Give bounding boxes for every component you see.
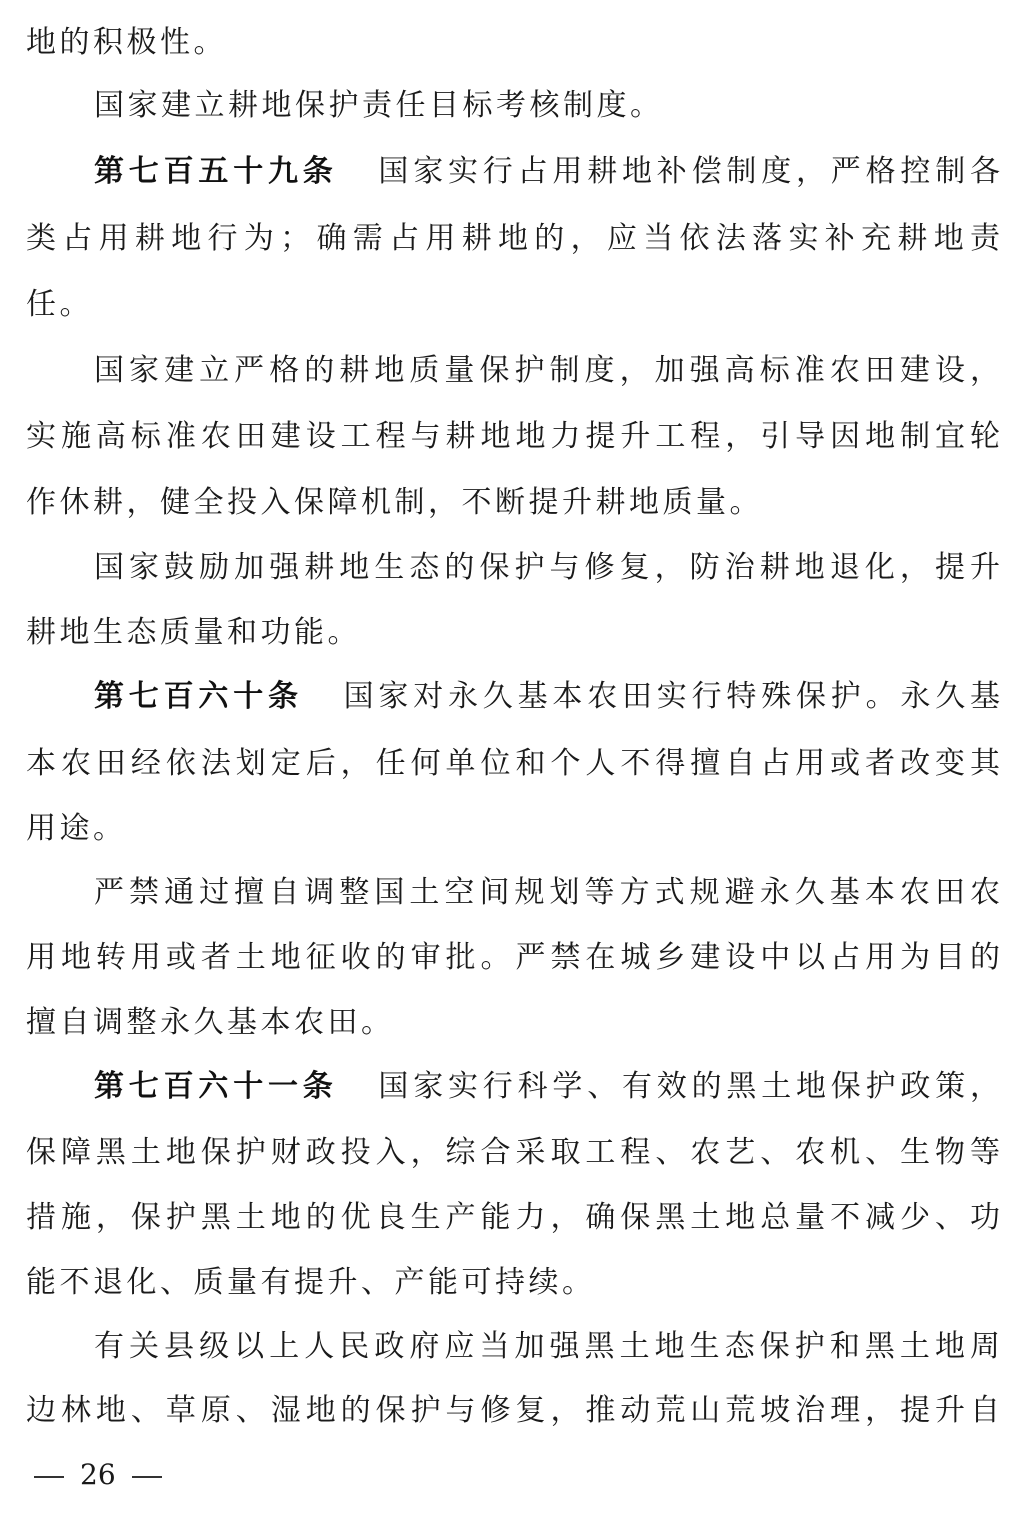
page-number: 26: [80, 1458, 116, 1491]
line-text: 耕地生态质量和功能。: [26, 615, 361, 650]
line-text: 措施，保护黑土地的优良生产能力，确保黑土地总量不减少、功: [26, 1200, 1000, 1235]
paragraph-line: [26, 860, 1000, 926]
line-text: 国家建立耕地保护责任目标考核制度。: [94, 88, 664, 123]
line-text: 地的积极性。: [26, 25, 227, 60]
line-text: 用途。: [26, 811, 127, 846]
article-759-first-line: [26, 139, 1000, 205]
article-heading-759: 第七百五十九条: [94, 154, 338, 189]
text-line: [26, 404, 1000, 470]
line-text: 边林地、草原、湿地的保护与修复，推动荒山荒坡治理，提升自: [26, 1393, 1000, 1428]
text-line: [26, 731, 1000, 797]
line-text: 国家建立严格的耕地质量保护制度，加强高标准农田建设，: [94, 353, 1000, 388]
paragraph-line: [26, 338, 1000, 404]
paragraph-line: [26, 1314, 1000, 1380]
text-line: [26, 1185, 1000, 1251]
line-text: 国家鼓励加强耕地生态的保护与修复，防治耕地退化，提升: [94, 550, 1000, 585]
line-text: 类占用耕地行为；确需占用耕地的，应当依法落实补充耕地责: [26, 221, 1000, 256]
line-text: 作休耕，健全投入保障机制，不断提升耕地质量。: [26, 485, 763, 520]
text-line: [26, 206, 1000, 272]
text-line: [26, 600, 1000, 666]
line-text: 擅自调整永久基本农田。: [26, 1005, 395, 1040]
line-text: 实施高标准农田建设工程与耕地地力提升工程，引导因地制宜轮: [26, 419, 1000, 454]
article-heading-761: 第七百六十一条: [94, 1069, 338, 1104]
text-line: [26, 10, 1000, 76]
text-line: [26, 796, 1000, 862]
paragraph-line: [26, 73, 1000, 139]
text-line: [26, 1120, 1000, 1186]
paragraph-line: [26, 535, 1000, 601]
text-line: [26, 1378, 1000, 1444]
line-text: 有关县级以上人民政府应当加强黑土地生态保护和黑土地周: [94, 1329, 1000, 1364]
line-text: 任。: [26, 287, 93, 322]
text-line: [26, 272, 1000, 338]
line-text: 国家对永久基本农田实行特殊保护。永久基: [338, 679, 1001, 714]
page-footer: [34, 1450, 162, 1500]
text-line: [26, 925, 1000, 991]
footer-dash-left: [34, 1476, 64, 1478]
line-text: 能不退化、质量有提升、产能可持续。: [26, 1265, 596, 1300]
line-text: 国家实行占用耕地补偿制度，严格控制各: [373, 154, 1001, 189]
text-line: [26, 990, 1000, 1056]
line-text: 本农田经依法划定后，任何单位和个人不得擅自占用或者改变其: [26, 746, 1000, 781]
text-line: [26, 470, 1000, 536]
line-text: 用地转用或者土地征收的审批。严禁在城乡建设中以占用为目的: [26, 940, 1000, 975]
footer-dash-right: [132, 1476, 162, 1478]
line-text: 严禁通过擅自调整国土空间规划等方式规避永久基本农田农: [94, 875, 1000, 910]
article-761-first-line: [26, 1054, 1000, 1120]
text-line: [26, 1250, 1000, 1316]
article-760-first-line: [26, 664, 1000, 730]
line-text: 国家实行科学、有效的黑土地保护政策，: [373, 1069, 1001, 1104]
line-text: 保障黑土地保护财政投入，综合采取工程、农艺、农机、生物等: [26, 1135, 1000, 1170]
article-heading-760: 第七百六十条: [94, 679, 303, 714]
